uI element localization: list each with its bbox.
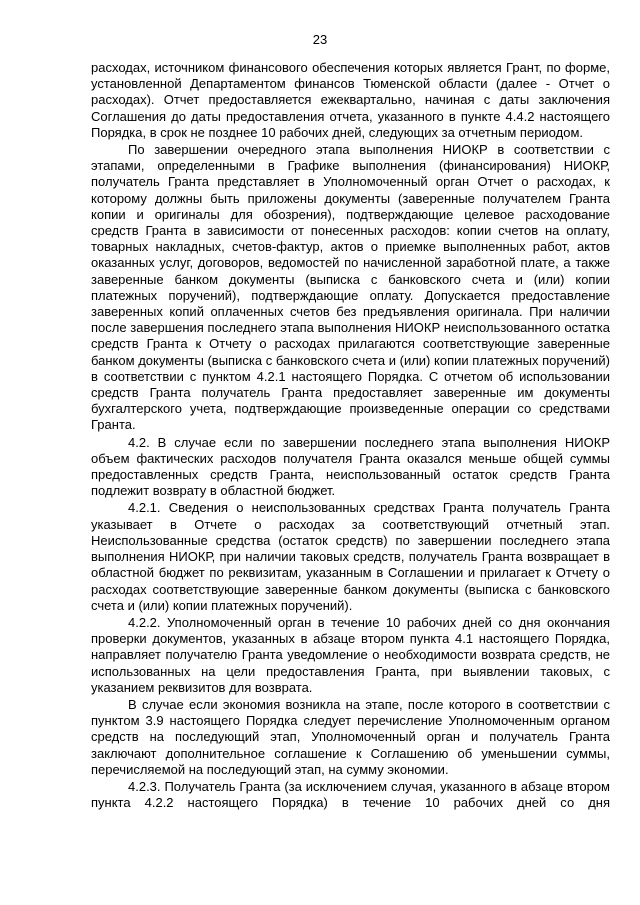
paragraph-4-2: 4.2. В случае если по завершении последнего этапа выполнения НИОКР объем фактических расходов получателя Гранта оказался меньше общей суммы предоставленных средств Гранта, неиспользованный остаток средств Гранта подлежит возврату в областной бюджет.	[91, 434, 610, 499]
page-number: 23	[312, 32, 328, 47]
paragraph-savings: В случае если экономия возникла на этапе, после которого в соответствии с пунктом 3.9 настоящего Порядка следует перечисление Уполномоченным органом средств на последующий этап, Уполномоченный орган и получатель Гранта заключают дополнительное соглашение к Соглашению об уменьшении суммы, перечисляемой на последующий этап, на сумму экономии.	[91, 696, 610, 777]
paragraph-4-2-1: 4.2.1. Сведения о неиспользованных средствах Гранта получатель Гранта указывает в Отчете о расходах за соответствующий отчетный этап. Неиспользованные средства (остаток средств) по завершении последнего этапа выполнения НИОКР, при наличии таковых средств, получатель Гранта возвращает в областной бюджет по реквизитам, указанным в Соглашении и прилагает к Отчету о расходах соответствующие заверенные банком документы (выписка с банковского счета и (или) копии платежных поручений).	[91, 500, 610, 613]
document-body	[91, 60, 610, 811]
paragraph-report-on-expenses: расходах, источником финансового обеспечения которых является Грант, по форме, установленной Департаментом финансов Тюменской области (далее - Отчет о расходах). Отчет предоставляется ежеквартально, начиная с даты заключения Соглашения до даты предоставления отчета, указанного в пункте 4.4.2 настоящего Порядка, в срок не позднее 10 рабочих дней, следующих за отчетным периодом.	[91, 60, 610, 140]
paragraph-4-2-3: 4.2.3. Получатель Гранта (за исключением случая, указанного в абзаце втором пункта 4.2.2 настоящего Порядка) в течение 10 рабочих дней со дня	[91, 778, 610, 811]
paragraph-4-2-2: 4.2.2. Уполномоченный орган в течение 10 рабочих дней со дня окончания проверки документов, указанных в абзаце втором пункта 4.1 настоящего Порядка, направляет получателю Гранта уведомление о необходимости возврата средств, не использованных на цели предоставления Гранта, при выявлении таковых, с указанием реквизитов для возврата.	[91, 614, 610, 695]
paragraph-stage-completion: По завершении очередного этапа выполнения НИОКР в соответствии с этапами, определенными в Графике выполнения (финансирования) НИОКР, получатель Гранта представляет в Уполномоченный орган Отчет о расходах, к которому должны быть приложены документы (заверенные получателем Гранта копии и оригиналы для обозрения), подтверждающие целевое расходование средств Гранта в зависимости от понесенных расходов: копии счетов на оплату, товарных накладных, счетов-фактур, актов о приемке выполненных работ, актов оказанных услуг, договоров, ведомостей по начисленной заработной плате, а также заверенные банком документы (выписка с банковского счета и (или) копии платежных поручений), подтверждающие оплату. Допускается предоставление заверенных копий оплаченных счетов без предъявления оригинала. При наличии после завершения последнего этапа выполнения НИОКР неиспользованного остатка средств Гранта к Отчету о расходах прилагаются соответствующие заверенные банком документы (выписка с банковского счета и (или) копии платежных поручений) в соответствии с пунктом 4.2.1 настоящего Порядка. С отчетом об использовании средств Гранта получатель Гранта предоставляет заверенные им документы бухгалтерского учета, подтверждающие произведенные операции со средствами Гранта.	[91, 142, 610, 433]
